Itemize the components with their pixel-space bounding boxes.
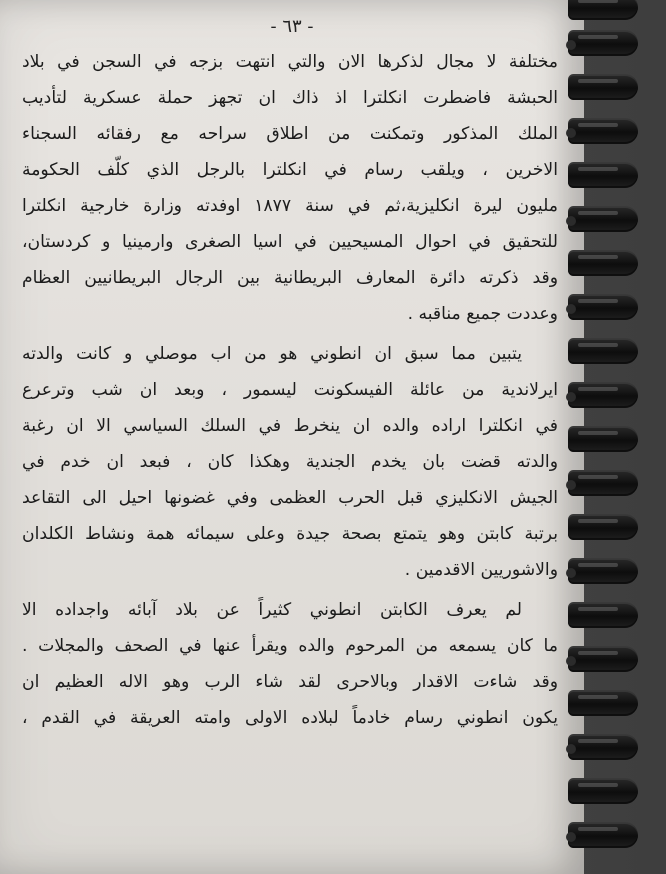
text-line: والاشوريين الاقدمين . (404, 560, 558, 580)
punch-hole (566, 744, 576, 754)
paragraph-3 (22, 592, 558, 736)
page-body (22, 44, 558, 736)
spiral-coil (568, 558, 638, 584)
text-line: الاخرين ، ويلقب رسام في انكلترا بالرجل الذي كلّف الحكومة (22, 160, 558, 180)
text-line: للتحقيق في احوال المسيحيين في اسيا الصغرى وارمينيا و كردستان، (22, 232, 558, 252)
punch-hole (566, 128, 576, 138)
spiral-coil (568, 470, 638, 496)
text-line: والدته قضت بان يخدم الجندية وهكذا كان ، فبعد ان خدم في (22, 452, 558, 472)
text-line: الحبشة فاضطرت انكلترا اذ ذاك ان تجهز حملة عسكرية لتأديب (22, 88, 558, 108)
spiral-coil (568, 0, 638, 20)
spiral-coil (568, 206, 638, 232)
text-line: برتبة كابتن وهو يتمتع بصحة جيدة وعلى سيمائه همة ونشاط الكلدان (22, 524, 558, 544)
spiral-coil (568, 162, 638, 188)
text-line: ما كان يسمعه من المرحوم والده ويقرأ عنها في الصحف والمجلات . (22, 636, 558, 656)
spiral-coil (568, 294, 638, 320)
spiral-coil (568, 382, 638, 408)
spiral-coil (568, 426, 638, 452)
punch-hole (566, 832, 576, 842)
punch-hole (566, 480, 576, 490)
spiral-coil (568, 74, 638, 100)
text-line: في انكلترا اراده والده ان ينخرط في السلك السياسي الا ان رغبة (22, 416, 558, 436)
text-line: الجيش الانكليزي قبل الحرب العظمى وفي غضونها احيل الى التقاعد (22, 488, 558, 508)
punch-hole (566, 40, 576, 50)
text-line: ايرلاندية من عائلة الفيسكونت ليسمور ، وبعد ان شب وترعرع (22, 380, 558, 400)
spiral-coil (568, 602, 638, 628)
punch-hole (566, 392, 576, 402)
punch-hole (566, 216, 576, 226)
text-line: وقد ذكرته دائرة المعارف البريطانية بين الرجال البريطانيين العظام (22, 268, 558, 288)
spiral-coil (568, 646, 638, 672)
page-number: - ٦٣ - (270, 16, 314, 37)
paragraph-2 (22, 336, 558, 588)
spiral-coil (568, 822, 638, 848)
text-line: يكون انطوني رسام خادماً لبلاده الاولى وامته العريقة في القدم ، (22, 708, 558, 728)
spiral-coil (568, 250, 638, 276)
text-line: لم يعرف الكابتن انطوني كثيراً عن بلاد آبائه واجداده الا (22, 600, 522, 620)
text-line: وقد شاءت الاقدار وبالاحرى لقد شاء الرب وهو الاله العظيم ان (22, 672, 558, 692)
spiral-binding (560, 0, 666, 874)
spiral-coil (568, 514, 638, 540)
punch-hole (566, 656, 576, 666)
text-line: الملك المذكور وتمكنت من اطلاق سراحه مع رفقائه السجناء (22, 124, 558, 144)
paragraph-1 (22, 44, 558, 332)
spiral-coil (568, 338, 638, 364)
spiral-coil (568, 30, 638, 56)
text-line: مليون ليرة انكليزية،ثم في سنة ١٨٧٧ اوفدته وزارة خارجية انكلترا (22, 196, 558, 216)
punch-hole (566, 304, 576, 314)
text-line: مختلفة لا مجال لذكرها الان والتي انتهت بزجه في السجن في بلاد (22, 52, 558, 72)
spiral-coil (568, 118, 638, 144)
spiral-coil (568, 734, 638, 760)
spiral-coil (568, 778, 638, 804)
punch-hole (566, 568, 576, 578)
text-line: يتبين مما سبق ان انطوني هو من اب موصلي و كانت والدته (22, 344, 522, 364)
text-line: وعددت جميع مناقبه . (407, 304, 558, 324)
spiral-coil (568, 690, 638, 716)
